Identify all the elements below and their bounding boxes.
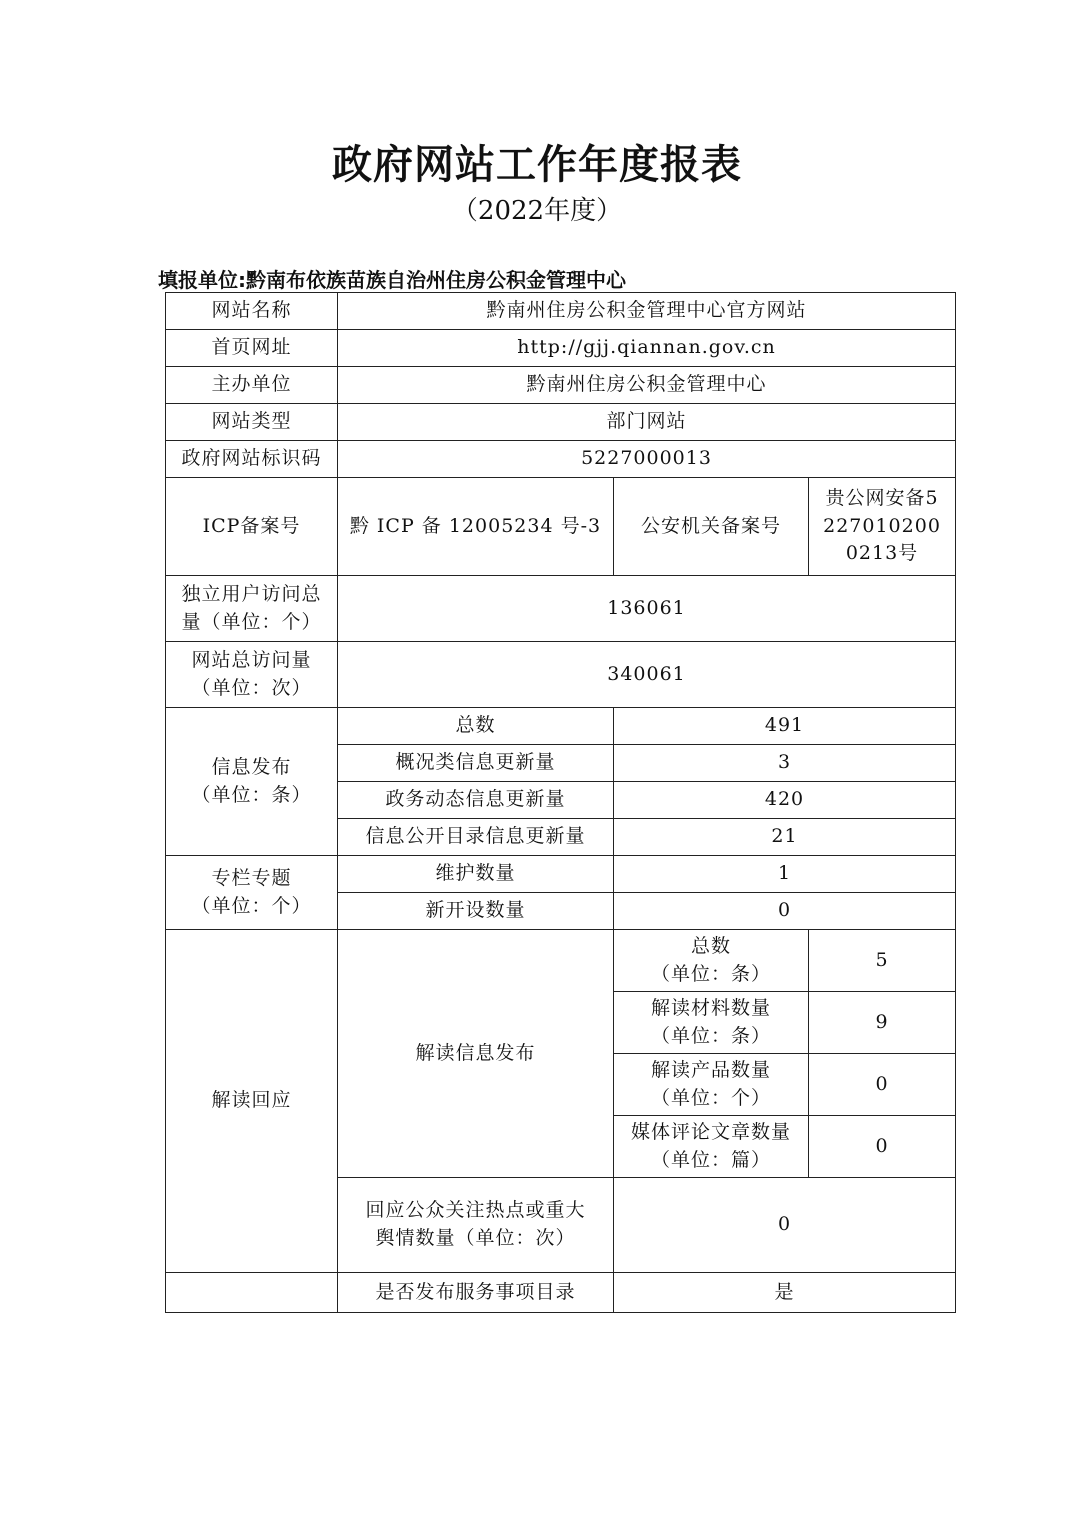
site-name-value: 黔南州住房公积金管理中心官方网站	[338, 293, 956, 330]
interpretation-item-value: 9	[809, 992, 956, 1054]
column-topics-label: 专栏专题	[211, 866, 292, 889]
table-row	[166, 642, 956, 708]
table-row	[166, 293, 956, 330]
site-name-label: 网站名称	[166, 293, 338, 330]
info-publish-group	[166, 708, 338, 856]
column-topics-group	[166, 856, 338, 930]
info-publish-item-label: 政务动态信息更新量	[338, 782, 614, 819]
column-topics-item-label: 新开设数量	[338, 893, 614, 930]
interpretation-item-unit: （单位：篇）	[650, 1148, 771, 1171]
column-topics-unit: （单位：个）	[191, 894, 312, 917]
site-type-value: 部门网站	[338, 404, 956, 441]
response-label: 回应公众关注热点或重大舆情数量（单位：次）	[338, 1178, 614, 1273]
info-publish-item-value: 491	[614, 708, 956, 745]
icp-value: 黔 ICP 备 12005234 号-3	[338, 478, 614, 576]
service-value: 是	[614, 1273, 956, 1313]
sponsor-value: 黔南州住房公积金管理中心	[338, 367, 956, 404]
page-title: 政府网站工作年度报表	[332, 141, 742, 188]
column-topics-item-value: 1	[614, 856, 956, 893]
table-row	[166, 856, 956, 893]
report-table	[165, 292, 956, 1313]
info-publish-label: 信息发布	[211, 755, 292, 778]
info-publish-item-value: 420	[614, 782, 956, 819]
gov-code-label: 政府网站标识码	[166, 441, 338, 478]
info-publish-item-value: 21	[614, 819, 956, 856]
response-value: 0	[614, 1178, 956, 1273]
site-type-label: 网站类型	[166, 404, 338, 441]
interpretation-item-value: 0	[809, 1054, 956, 1116]
info-publish-item-value: 3	[614, 745, 956, 782]
interpretation-item-name: 解读产品数量	[650, 1058, 771, 1081]
interpretation-item-name: 解读材料数量	[650, 996, 771, 1019]
table-row	[166, 1273, 956, 1313]
interpretation-item-label	[614, 1116, 809, 1178]
police-record-value: 贵公网安备52270102000213号	[809, 478, 956, 576]
table-row	[166, 708, 956, 745]
info-publish-unit: （单位：条）	[191, 783, 312, 806]
interpretation-item-label	[614, 992, 809, 1054]
interpretation-item-name: 媒体评论文章数量	[630, 1120, 791, 1143]
interpretation-label: 解读回应	[166, 930, 338, 1273]
interpretation-item-label	[614, 930, 809, 992]
interpretation-item-name: 总数	[690, 934, 731, 957]
pv-label: 网站总访问量（单位：次）	[166, 642, 338, 708]
page-subtitle: （2022年度）	[451, 196, 623, 226]
service-label: 是否发布服务事项目录	[338, 1273, 614, 1313]
police-record-label: 公安机关备案号	[614, 478, 809, 576]
table-row	[166, 367, 956, 404]
pv-value: 340061	[338, 642, 956, 708]
homepage-label: 首页网址	[166, 330, 338, 367]
gov-code-value: 5227000013	[338, 441, 956, 478]
table-row	[166, 576, 956, 642]
homepage-value: http://gjj.qiannan.gov.cn	[338, 330, 956, 367]
sponsor-label: 主办单位	[166, 367, 338, 404]
interpretation-item-unit: （单位：条）	[650, 1024, 771, 1047]
interpretation-item-label	[614, 1054, 809, 1116]
interpretation-item-value: 0	[809, 1116, 956, 1178]
interpretation-item-unit: （单位：条）	[650, 962, 771, 985]
table-row	[166, 478, 956, 576]
column-topics-item-value: 0	[614, 893, 956, 930]
uv-label: 独立用户访问总量（单位：个）	[166, 576, 338, 642]
reporting-unit: 填报单位:黔南布依族苗族自治州住房公积金管理中心	[158, 268, 626, 292]
service-empty-cell	[166, 1273, 338, 1313]
interpretation-publish-label: 解读信息发布	[338, 930, 614, 1178]
icp-label: ICP备案号	[166, 478, 338, 576]
info-publish-item-label: 信息公开目录信息更新量	[338, 819, 614, 856]
info-publish-item-label: 总数	[338, 708, 614, 745]
interpretation-item-value: 5	[809, 930, 956, 992]
table-row	[166, 404, 956, 441]
table-row	[166, 930, 956, 992]
column-topics-item-label: 维护数量	[338, 856, 614, 893]
table-row	[166, 441, 956, 478]
table-row	[166, 330, 956, 367]
interpretation-item-unit: （单位：个）	[650, 1086, 771, 1109]
info-publish-item-label: 概况类信息更新量	[338, 745, 614, 782]
uv-value: 136061	[338, 576, 956, 642]
